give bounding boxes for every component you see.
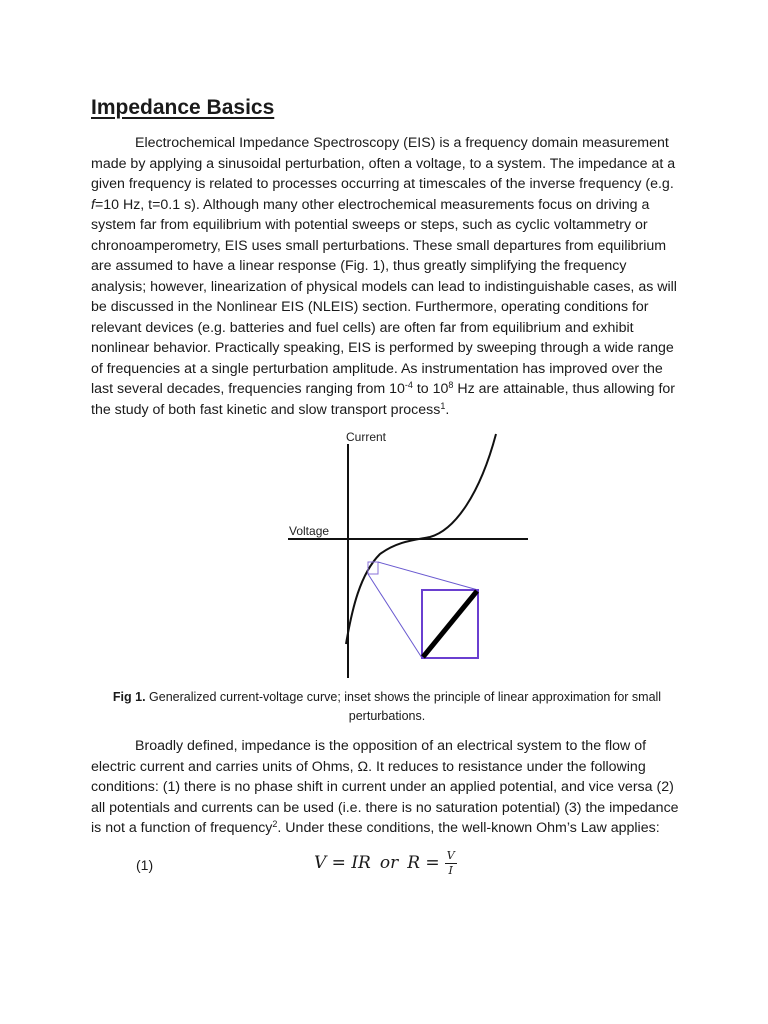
caption-label: Fig 1. <box>112 690 146 704</box>
linear-approximation-line <box>423 591 477 657</box>
fraction-denominator: I <box>448 863 453 877</box>
equation-right: R = <box>407 853 440 873</box>
intro-text-part-5: . <box>445 401 450 418</box>
reference-1: 1 <box>440 400 446 411</box>
exponent-high: 8 <box>448 380 454 390</box>
frequency-symbol: f <box>91 196 95 213</box>
definition-text-part-1: Broadly defined, impedance is the opposition of an electrical system to the flow of electric current and carries units of Ohms, Ω. It reduces to resistance under the following conditions: (1) there is no phase shift in current under an applied potential, and vice versa (2) all potentials and currents can be used (i.e. there is no saturation potential) (3) the impedance is not a function of frequency <box>91 738 679 836</box>
figure-caption <box>91 688 683 726</box>
equation-or: or <box>379 853 399 873</box>
ohms-law-equation <box>314 848 457 878</box>
reference-2: 2 <box>272 819 278 829</box>
intro-text-part-1: Electrochemical Impedance Spectroscopy (EIS) is a frequency domain measurement made by applying a sinusoidal perturbation, often a voltage, to a system. The impedance at a given frequency is related to processes occurring at timescales of the inverse frequency (e.g. <box>91 135 676 192</box>
equation-number: (1) <box>136 857 154 873</box>
zoom-line-bottom <box>368 574 422 658</box>
page-title: Impedance Basics <box>91 96 275 119</box>
equation-left: V = IR <box>314 853 371 873</box>
exponent-low: -4 <box>404 380 413 390</box>
caption-text: Generalized current-voltage curve; inset shows the principle of linear approximation for small perturbations. <box>145 690 662 723</box>
fraction-numerator: V <box>446 848 455 862</box>
definition-text-part-2: . Under these conditions, the well-known Ohm’s Law applies: <box>277 820 660 836</box>
intro-paragraph <box>91 133 683 420</box>
intro-text-part-4: Hz are attainable, thus allowing for the study of both fast kinetic and slow transport process <box>91 381 676 418</box>
current-axis-label: Current <box>346 430 387 444</box>
figure-1-iv-curve <box>280 424 540 684</box>
definition-paragraph <box>91 736 683 839</box>
equation-fraction <box>445 850 457 877</box>
intro-text-part-3: to 10 <box>412 381 449 397</box>
voltage-axis-label: Voltage <box>289 524 330 538</box>
zoom-line-top <box>378 562 478 590</box>
intro-text-part-2: =10 Hz, t=0.1 s). Although many other electrochemical measurements focus on driving a system far from equilibrium with potential sweeps or steps, such as cyclic voltammetry or chronoamperometry, EIS uses small perturbations. These small departures from equilibrium are assumed to have a linear response (Fig. 1), thus greatly simplifying the frequency analysis; however, linearization of physical models can lead to indistinguishable cases, as will be discussed in the Nonlinear EIS (NLEIS) section. Furthermore, operating conditions for relevant devices (e.g. batteries and fuel cells) are often far from equilibrium and exhibit nonlinear behavior. Practically speaking, EIS is performed by sweeping through a wide range of frequencies at a single perturbation amplitude. As instrumentation has improved over the last several decades, frequencies ranging from 10 <box>91 196 677 397</box>
